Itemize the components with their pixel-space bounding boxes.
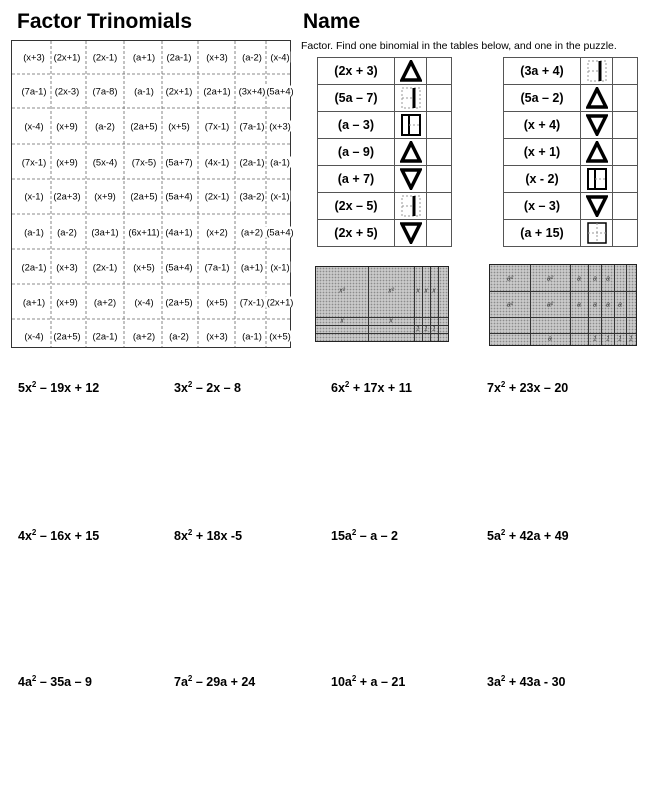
tile-label: 1	[593, 335, 597, 343]
problem	[18, 674, 92, 689]
tile-label: 1	[618, 335, 622, 343]
tile-label: a	[593, 301, 597, 309]
problem-base: 3a	[487, 675, 501, 690]
problem-exponent: 2	[500, 380, 506, 389]
tile-label: a	[593, 275, 597, 283]
binomial-label: (5a – 7)	[318, 85, 395, 112]
worksheet-title: Factor Trinomials	[17, 10, 193, 33]
puzzle-cell: (2x-1)	[92, 261, 118, 273]
puzzle-cell: (5x-4)	[92, 156, 118, 168]
problem-base: 8x	[174, 529, 188, 544]
tile-label: 1	[629, 335, 633, 343]
puzzle-cell: (x-1)	[24, 190, 44, 202]
puzzle-cell: (7a-8)	[92, 85, 118, 97]
puzzle-cell: (x-1)	[270, 190, 290, 202]
tile-divider	[414, 267, 415, 341]
puzzle-cell: (5a+4)	[165, 190, 193, 202]
problem-base: 7a	[174, 675, 188, 690]
empty-cell	[613, 112, 638, 139]
puzzle-cell: (7a-1)	[21, 85, 47, 97]
rect-split-piece-icon	[400, 114, 422, 136]
problem-rest: – 16x + 15	[36, 529, 100, 544]
problem	[487, 528, 569, 543]
tile-label: a	[577, 275, 581, 283]
puzzle-cell: (2x+1)	[266, 296, 294, 308]
tile-label: a²	[546, 301, 554, 309]
problem-base: 7x	[487, 381, 501, 396]
puzzle-cell: (2a-1)	[239, 156, 265, 168]
piece-cell	[581, 193, 613, 220]
empty-cell	[613, 58, 638, 85]
problem-exponent: 2	[187, 380, 193, 389]
binomial-row	[504, 193, 638, 220]
puzzle-cell: (x-1)	[270, 261, 290, 273]
problem-rest: + 17x + 11	[349, 381, 412, 396]
puzzle-cell: (7x-1)	[239, 296, 265, 308]
binomial-label: (2x + 3)	[318, 58, 395, 85]
tile-label: x	[340, 317, 344, 325]
empty-cell	[613, 193, 638, 220]
puzzle-cell: (7x-1)	[21, 156, 47, 168]
tile-label: 1	[432, 325, 436, 333]
problem	[487, 380, 568, 395]
problem	[174, 380, 241, 395]
binomial-label: (x - 2)	[504, 166, 581, 193]
puzzle-cell: (2a+5)	[130, 190, 158, 202]
tile-label: x	[432, 287, 436, 295]
problem-rest: – a – 2	[356, 529, 399, 544]
puzzle-cell: (2a-1)	[166, 51, 192, 63]
tile-divider	[316, 325, 448, 326]
puzzle-cell: (2a+5)	[53, 330, 81, 342]
puzzle-cell: (3a-2)	[239, 190, 265, 202]
triangle-down-piece-icon	[586, 195, 608, 217]
binomial-table-left	[317, 57, 452, 247]
tile-label: x	[416, 287, 420, 295]
puzzle-cell: (x+2)	[206, 226, 228, 238]
puzzle-cell: (a+2)	[132, 330, 156, 342]
piece-cell	[395, 193, 427, 220]
problem-exponent: 2	[187, 528, 193, 537]
tile-divider	[438, 267, 439, 341]
puzzle-cell: (2a-1)	[92, 330, 118, 342]
puzzle-cell: (4x-1)	[204, 156, 230, 168]
tile-divider	[490, 291, 636, 292]
binomial-label: (3a + 4)	[504, 58, 581, 85]
tile-label: a²	[506, 301, 514, 309]
triangle-up-piece-icon	[400, 60, 422, 82]
binomial-row	[504, 220, 638, 247]
tile-label: a	[577, 301, 581, 309]
puzzle-cell: (x+3)	[206, 330, 228, 342]
rect-dash-left-piece-icon	[400, 195, 422, 217]
problem	[487, 674, 565, 689]
binomial-row	[318, 85, 452, 112]
tile-label: a	[618, 301, 622, 309]
piece-cell	[581, 85, 613, 112]
problem-rest: + a – 21	[356, 675, 406, 690]
tile-label: a²	[546, 275, 554, 283]
binomial-row	[504, 85, 638, 112]
puzzle-cell: (a-1)	[242, 330, 262, 342]
puzzle-cell: (2a+3)	[53, 190, 81, 202]
triangle-up-piece-icon	[586, 87, 608, 109]
puzzle-example-left	[315, 266, 449, 342]
puzzle-cell: (x+3)	[269, 120, 291, 132]
puzzle-example-right	[489, 264, 637, 346]
rect-dash-left-piece-icon	[586, 60, 608, 82]
tile-divider	[430, 267, 431, 341]
puzzle-cell: (5a+7)	[165, 156, 193, 168]
problem-exponent: 2	[351, 528, 357, 537]
tile-label: x²	[339, 287, 345, 295]
problem-rest: – 35a – 9	[36, 675, 92, 690]
empty-cell	[427, 139, 452, 166]
problem-rest: + 42a + 49	[505, 529, 569, 544]
binomial-label: (a – 3)	[318, 112, 395, 139]
puzzle-cell: (a+1)	[22, 296, 46, 308]
problem-exponent: 2	[31, 528, 37, 537]
puzzle-cell: (x+9)	[56, 296, 78, 308]
problem-rest: + 43a - 30	[505, 675, 566, 690]
puzzle-cell: (x+5)	[133, 261, 155, 273]
problem-exponent: 2	[500, 674, 506, 683]
problem	[174, 674, 255, 689]
puzzle-cell: (a-2)	[169, 330, 189, 342]
puzzle-cell: (x+9)	[94, 190, 116, 202]
piece-cell	[581, 58, 613, 85]
puzzle-cell: (x+5)	[269, 330, 291, 342]
piece-cell	[395, 58, 427, 85]
problem	[18, 380, 99, 395]
tile-divider	[316, 317, 448, 318]
tile-divider	[316, 333, 448, 334]
rect-split-piece-icon	[586, 168, 608, 190]
piece-cell	[581, 220, 613, 247]
puzzle-cell: (2x-3)	[54, 85, 80, 97]
piece-cell	[395, 85, 427, 112]
problem	[331, 674, 405, 689]
problem-rest: + 23x – 20	[505, 381, 569, 396]
problem-exponent: 2	[344, 380, 350, 389]
problem-base: 5x	[18, 381, 32, 396]
puzzle-cell: (a+1)	[240, 261, 264, 273]
triangle-up-piece-icon	[400, 141, 422, 163]
binomial-row	[318, 166, 452, 193]
empty-cell	[613, 139, 638, 166]
triangle-down-piece-icon	[400, 222, 422, 244]
piece-cell	[581, 139, 613, 166]
empty-cell	[427, 112, 452, 139]
binomial-label: (a + 15)	[504, 220, 581, 247]
empty-cell	[427, 220, 452, 247]
puzzle-cell: (7a-1)	[204, 261, 230, 273]
puzzle-cell: (2a+5)	[130, 120, 158, 132]
empty-cell	[427, 166, 452, 193]
puzzle-cell: (a-1)	[134, 85, 154, 97]
tile-label: x	[424, 287, 428, 295]
puzzle-cell: (x+5)	[206, 296, 228, 308]
problem-base: 5a	[487, 529, 501, 544]
problem	[18, 528, 99, 543]
puzzle-grid	[11, 40, 294, 348]
tile-label: x	[389, 317, 393, 325]
binomial-row	[504, 139, 638, 166]
puzzle-cell: (2x-1)	[92, 51, 118, 63]
binomial-label: (5a – 2)	[504, 85, 581, 112]
puzzle-cell: (x+3)	[206, 51, 228, 63]
binomial-label: (2x + 5)	[318, 220, 395, 247]
piece-cell	[581, 166, 613, 193]
piece-cell	[395, 220, 427, 247]
tile-label: 1	[416, 325, 420, 333]
empty-cell	[427, 58, 452, 85]
binomial-row	[318, 220, 452, 247]
binomial-label: (x + 4)	[504, 112, 581, 139]
problem-base: 4x	[18, 529, 32, 544]
puzzle-cell: (x-4)	[24, 120, 44, 132]
puzzle-cell: (2a-1)	[21, 261, 47, 273]
tile-label: a	[606, 275, 610, 283]
problem-rest: – 2x – 8	[192, 381, 242, 396]
puzzle-cell: (2x-1)	[204, 190, 230, 202]
problem-base: 3x	[174, 381, 188, 396]
piece-cell	[395, 166, 427, 193]
binomial-label: (a + 7)	[318, 166, 395, 193]
piece-cell	[395, 139, 427, 166]
binomial-row	[504, 166, 638, 193]
puzzle-cell: (6x+11)	[128, 226, 160, 238]
binomial-row	[504, 58, 638, 85]
puzzle-cell: (x+3)	[23, 51, 45, 63]
puzzle-cell: (5a+4)	[165, 261, 193, 273]
empty-cell	[427, 85, 452, 112]
problem-exponent: 2	[187, 674, 193, 683]
puzzle-cell: (a-2)	[242, 51, 262, 63]
piece-cell	[395, 112, 427, 139]
puzzle-cell: (2x+1)	[53, 51, 81, 63]
rect-cross-piece-icon	[586, 222, 608, 244]
triangle-up-piece-icon	[586, 141, 608, 163]
puzzle-cell: (a-2)	[95, 120, 115, 132]
binomial-table-right	[503, 57, 638, 247]
puzzle-cell: (4a+1)	[165, 226, 193, 238]
puzzle-cell: (a-2)	[57, 226, 77, 238]
binomial-row	[318, 112, 452, 139]
puzzle-cell: (a-1)	[270, 156, 290, 168]
empty-cell	[613, 220, 638, 247]
tile-label: x²	[388, 287, 394, 295]
binomial-label: (a – 9)	[318, 139, 395, 166]
binomial-row	[318, 139, 452, 166]
triangle-down-piece-icon	[586, 114, 608, 136]
tile-label: a²	[506, 275, 514, 283]
problem-exponent: 2	[351, 674, 357, 683]
puzzle-cell: (x-4)	[24, 330, 44, 342]
binomial-label: (x – 3)	[504, 193, 581, 220]
puzzle-cell: (2a+5)	[165, 296, 193, 308]
problem	[174, 528, 242, 543]
problem-rest: – 29a + 24	[192, 675, 256, 690]
piece-cell	[581, 112, 613, 139]
name-label: Name	[303, 10, 361, 33]
puzzle-cell: (x+9)	[56, 156, 78, 168]
puzzle-cell: (x+3)	[56, 261, 78, 273]
binomial-label: (x + 1)	[504, 139, 581, 166]
problem-base: 6x	[331, 381, 345, 396]
problem	[331, 380, 412, 395]
binomial-row	[504, 112, 638, 139]
puzzle-cell: (7x-5)	[131, 156, 157, 168]
problem	[331, 528, 398, 543]
puzzle-cell: (5a+4)	[266, 226, 294, 238]
empty-cell	[427, 193, 452, 220]
problem-rest: + 18x -5	[192, 529, 243, 544]
binomial-row	[318, 58, 452, 85]
empty-cell	[613, 85, 638, 112]
problem-rest: – 19x + 12	[36, 381, 100, 396]
puzzle-cell: (x+9)	[56, 120, 78, 132]
tile-label: 1	[424, 325, 428, 333]
puzzle-cell: (2a+1)	[203, 85, 231, 97]
tile-label: a	[548, 335, 552, 343]
instructions: Factor. Find one binomial in the tables below, and one in the puzzle.	[301, 40, 617, 52]
problem-exponent: 2	[31, 674, 37, 683]
tile-divider	[368, 267, 369, 341]
puzzle-cell: (5a+4)	[266, 85, 294, 97]
puzzle-cell: (7x-1)	[204, 120, 230, 132]
puzzle-cell: (a+2)	[240, 226, 264, 238]
puzzle-cell: (a-1)	[24, 226, 44, 238]
puzzle-cell: (x+5)	[168, 120, 190, 132]
problem-base: 4a	[18, 675, 32, 690]
empty-cell	[613, 166, 638, 193]
problem-exponent: 2	[500, 528, 506, 537]
binomial-row	[318, 193, 452, 220]
rect-dash-left-piece-icon	[400, 87, 422, 109]
puzzle-cell: (a+2)	[93, 296, 117, 308]
tile-label: 1	[606, 335, 610, 343]
problem-exponent: 2	[31, 380, 37, 389]
binomial-label: (2x – 5)	[318, 193, 395, 220]
tile-label: a	[606, 301, 610, 309]
puzzle-cell: (x-4)	[134, 296, 154, 308]
puzzle-cell: (3x+4)	[238, 85, 266, 97]
triangle-down-piece-icon	[400, 168, 422, 190]
puzzle-cell: (x-4)	[270, 51, 290, 63]
puzzle-cell: (2x+1)	[165, 85, 193, 97]
tile-divider	[490, 317, 636, 318]
problem-base: 15a	[331, 529, 352, 544]
puzzle-cell: (a+1)	[132, 51, 156, 63]
puzzle-cell: (7a-1)	[239, 120, 265, 132]
problem-base: 10a	[331, 675, 352, 690]
puzzle-cell: (3a+1)	[91, 226, 119, 238]
tile-divider	[422, 267, 423, 341]
tile-divider	[490, 333, 636, 334]
